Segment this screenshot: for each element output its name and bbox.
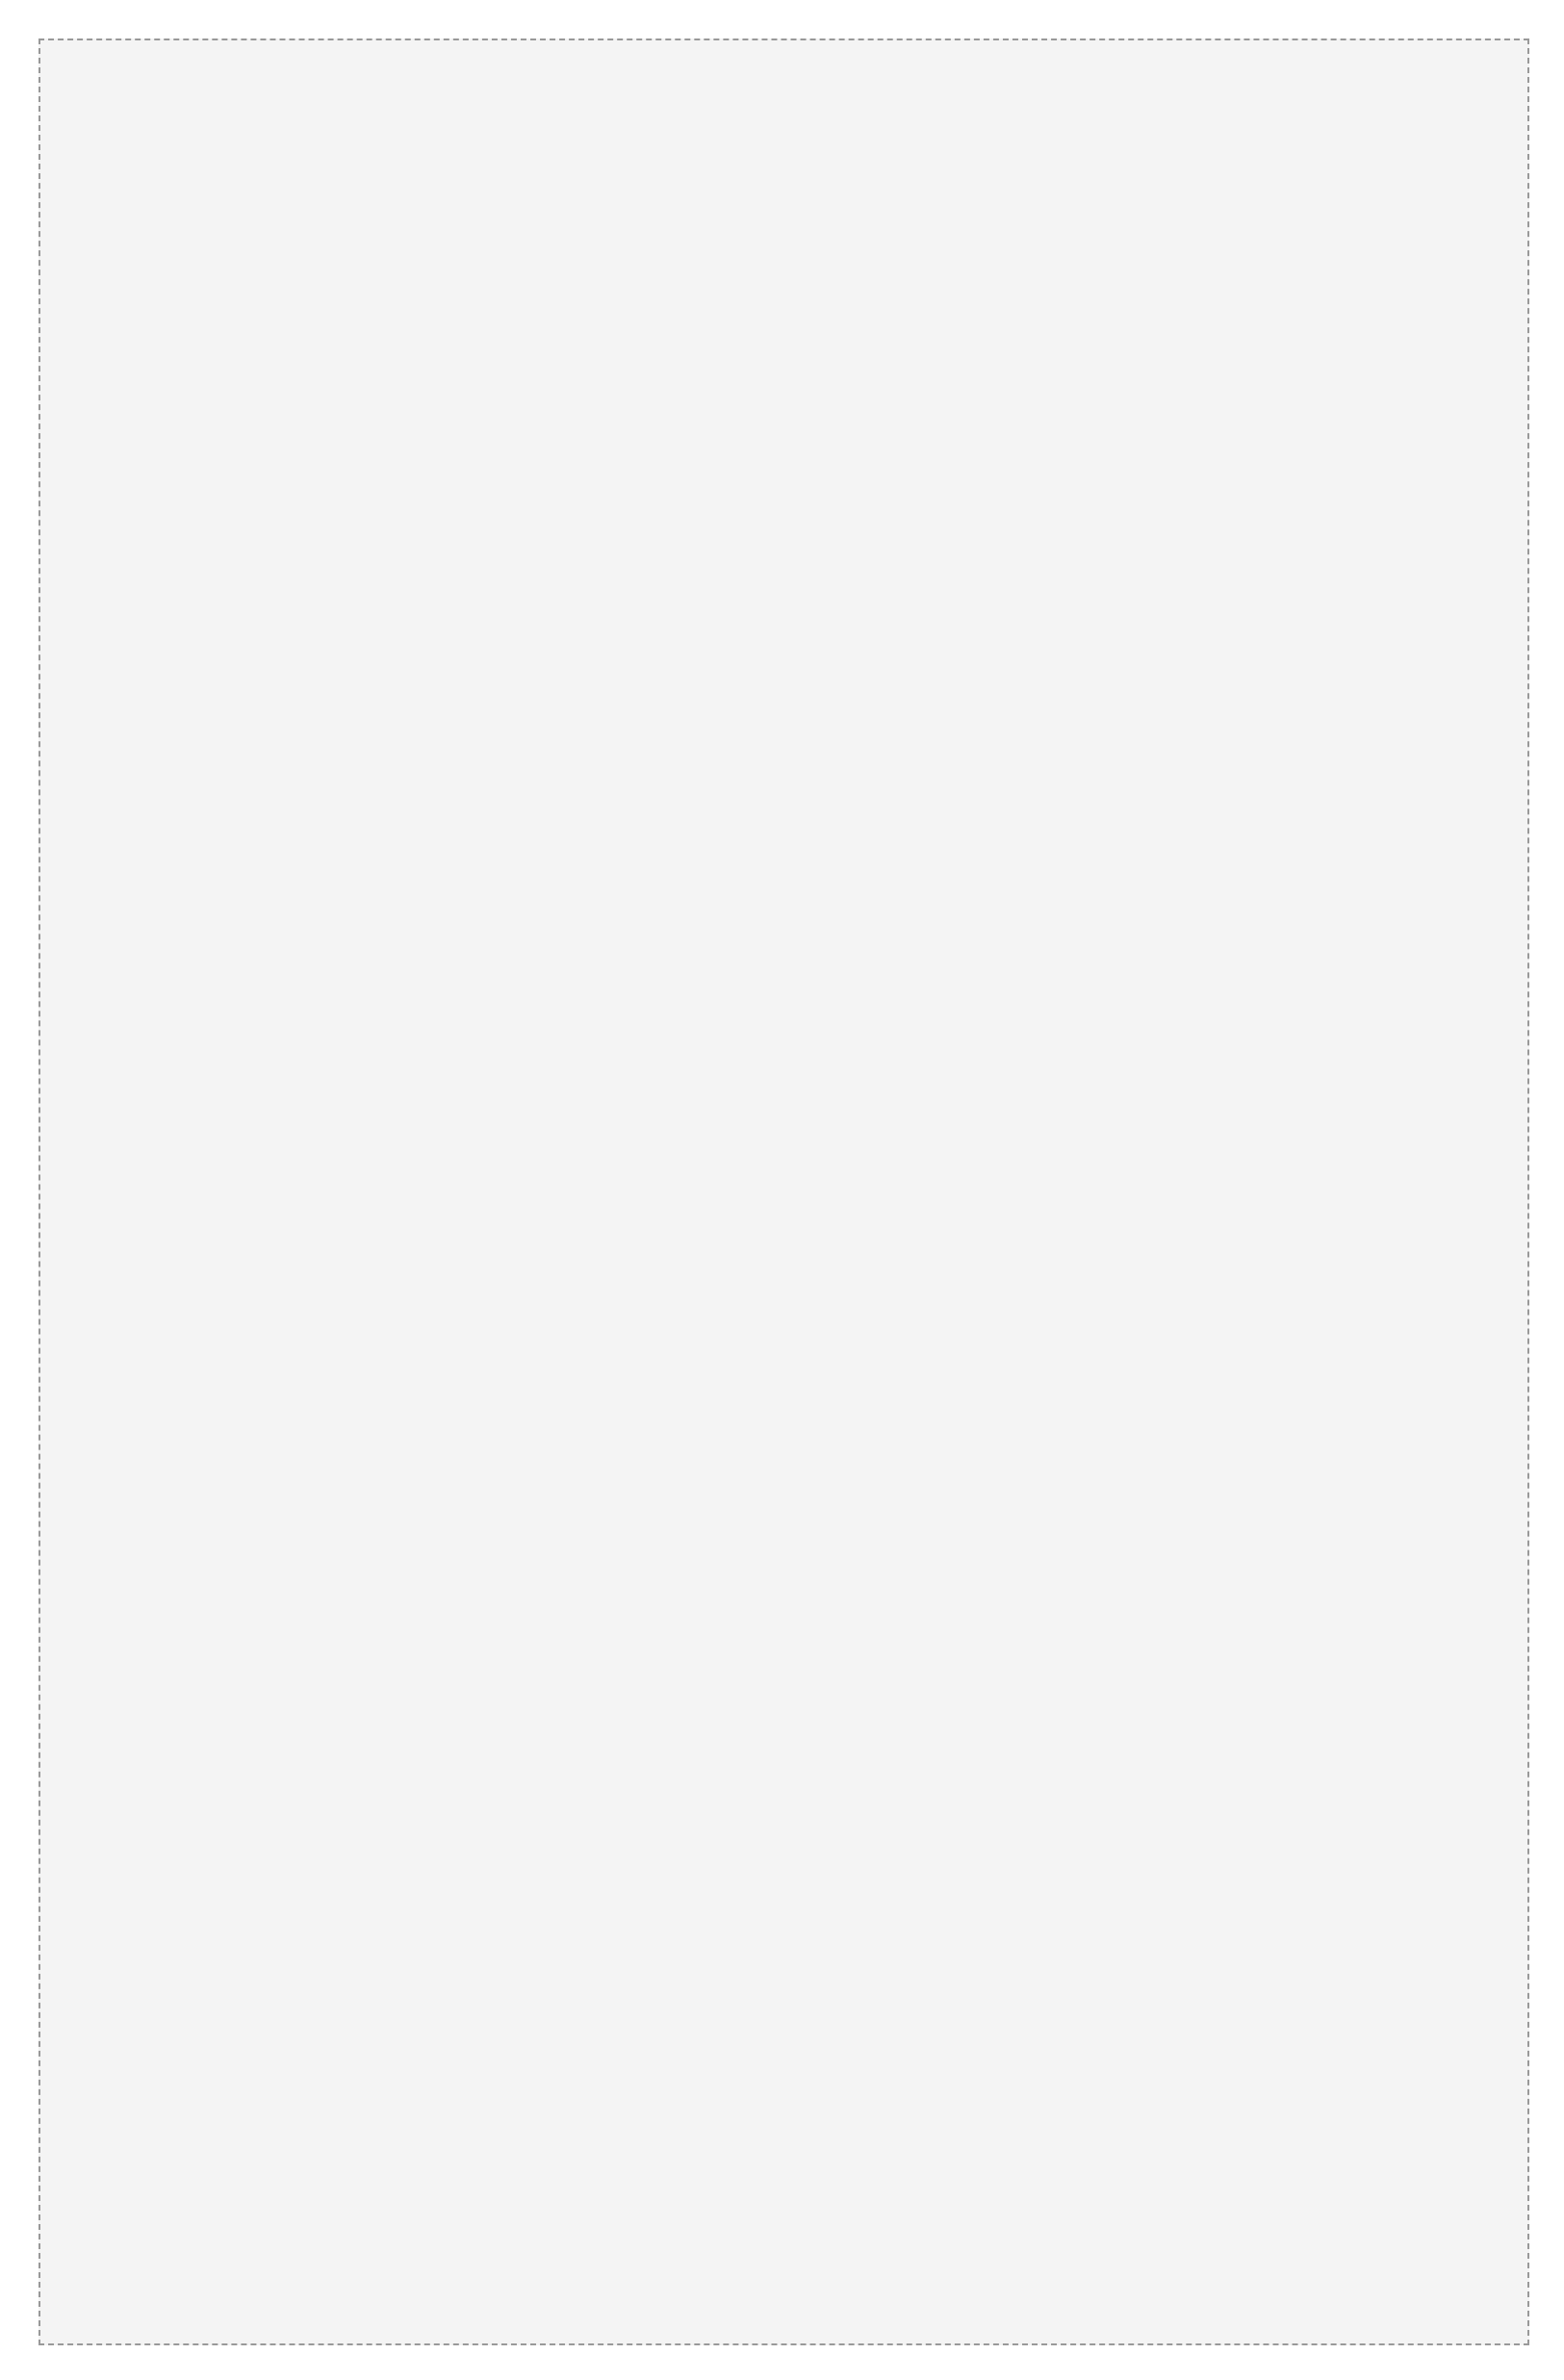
content-placeholder xyxy=(38,38,1529,2345)
